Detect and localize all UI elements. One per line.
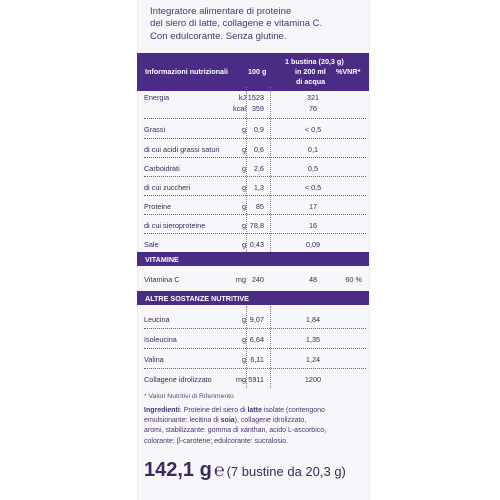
- row-serving: < 0,5: [304, 183, 322, 192]
- ingredients-line: colorante: β-carotene; edulcorante: sucralosio.: [144, 437, 289, 445]
- table-row: [144, 158, 366, 176]
- table-row: [144, 196, 366, 214]
- row-per100: 1523: [247, 93, 264, 102]
- row-per100: 0,9: [253, 125, 264, 134]
- row-unit: g: [241, 315, 246, 324]
- description-line: Integratore alimentare di proteine: [150, 6, 292, 17]
- description-line: del siero di latte, collagene e vitamina C.: [150, 18, 323, 30]
- row-unit: kJ: [238, 93, 246, 102]
- product-description: [150, 6, 365, 43]
- row-label: Isoleucina: [144, 335, 177, 344]
- table-row: [144, 177, 366, 195]
- row-per100: 5911: [248, 375, 264, 384]
- table-row: [144, 369, 366, 387]
- row-vnr: 60 %: [345, 275, 362, 284]
- allergen-soy: soia: [220, 417, 235, 425]
- row-per100: 2,6: [253, 164, 264, 173]
- footnote: * Valori Nutritivi di Riferimento: [144, 393, 234, 400]
- row-serving: 0,1: [307, 145, 319, 154]
- row-unit: kcal: [233, 104, 246, 113]
- row-label: Proteine: [144, 202, 172, 211]
- ingredients-text: : Proteine del siero di: [179, 407, 248, 414]
- table-row: [144, 215, 366, 233]
- row-per100: 0,6: [253, 145, 264, 154]
- ingredients-text: emulsionante: lecitina di: [144, 417, 221, 425]
- row-per100: 78,8: [249, 221, 264, 230]
- table-row: [144, 329, 366, 347]
- row-label: Valina: [144, 355, 164, 364]
- row-serving: 1200: [304, 375, 322, 384]
- row-unit: g: [241, 221, 246, 230]
- row-serving: 1,35: [305, 335, 321, 344]
- row-serving: 321: [306, 93, 320, 102]
- row-unit: g: [241, 202, 246, 211]
- row-serving: 0,09: [305, 240, 321, 249]
- column-divider: [246, 306, 247, 388]
- column-divider: [270, 87, 271, 252]
- row-serving: 16: [308, 221, 318, 230]
- pack-description: (7 bustine da 20,3 g): [226, 464, 346, 479]
- estimate-sign-icon: ℮: [213, 460, 225, 480]
- ingredients-label: Ingredienti: [144, 407, 180, 414]
- row-per100: 6,11: [250, 355, 264, 364]
- column-divider: [270, 306, 271, 388]
- description-line: Con edulcorante. Senza glutine.: [150, 30, 287, 42]
- row-unit: g: [241, 335, 246, 344]
- header-serving-3: di acqua: [296, 77, 326, 86]
- row-label: Grassi: [144, 125, 166, 134]
- table-row: [144, 119, 366, 137]
- row-label: Leucina: [144, 315, 170, 324]
- row-label: Energia: [144, 93, 170, 102]
- row-label: Vitamina C: [144, 275, 180, 284]
- row-serving: 1,24: [305, 355, 321, 364]
- table-row: [144, 269, 366, 287]
- table-row: [144, 139, 366, 157]
- section-title: VITAMINE: [145, 255, 179, 264]
- row-label: di cui acidi grassi saturi: [144, 145, 220, 154]
- row-unit: mg: [235, 275, 246, 284]
- header-serving-2: in 200 ml: [295, 67, 326, 76]
- section-title: ALTRE SOSTANZE NUTRITIVE: [145, 294, 249, 303]
- ingredients-list: [144, 406, 366, 447]
- row-unit: g: [241, 183, 246, 192]
- row-label: Collagene idrolizzato: [144, 375, 212, 384]
- row-serving: < 0,5: [304, 125, 322, 134]
- allergen-milk: latte: [247, 407, 262, 414]
- net-weight: [144, 459, 346, 482]
- row-per100: 0,43: [249, 240, 264, 249]
- table-row: [144, 309, 366, 327]
- row-unit: g: [241, 164, 246, 173]
- row-per100: 1,3: [253, 183, 264, 192]
- header-vnr: %VNR*: [336, 67, 361, 76]
- row-per100: 9,07: [249, 315, 264, 324]
- header-nutrition-label: Informazioni nutrizionali: [145, 67, 229, 76]
- row-per100: 240: [251, 275, 264, 284]
- table-row-energy-kcal: [144, 98, 366, 116]
- row-serving: 0,5: [307, 164, 319, 173]
- row-unit: g: [241, 355, 246, 364]
- net-weight-value: 142,1 g: [144, 459, 212, 481]
- row-unit: g: [241, 145, 246, 154]
- row-unit: mg: [235, 375, 246, 384]
- row-label: di cui zuccheri: [144, 183, 191, 192]
- table-header: [137, 53, 369, 91]
- row-label: Carboidrati: [144, 164, 180, 173]
- ingredients-line: [144, 406, 366, 416]
- header-serving-1: 1 bustina (20,3 g): [285, 57, 344, 66]
- row-per100: 359: [251, 104, 264, 113]
- ingredients-line: [144, 416, 366, 426]
- row-unit: g: [241, 125, 246, 134]
- table-row: [144, 349, 366, 367]
- row-serving: 1,84: [305, 315, 321, 324]
- row-per100: 6,64: [249, 335, 264, 344]
- row-serving: 76: [308, 104, 318, 113]
- row-label: Sale: [144, 240, 159, 249]
- row-serving: 48: [308, 275, 318, 284]
- ingredients-line: aromi, stabilizzante: gomma di xanthan, acido L-ascorbico,: [144, 427, 327, 435]
- ingredients-text: ), collagene idrolizzato,: [234, 417, 307, 425]
- table-row: [144, 234, 366, 252]
- section-header-other: [137, 291, 369, 305]
- row-serving: 17: [308, 202, 318, 211]
- ingredients-text: isolate (contengono: [261, 407, 325, 414]
- row-label: di cui sieroproteine: [144, 221, 206, 230]
- row-per100: 85: [255, 202, 264, 211]
- section-header-vitamins: [137, 252, 369, 266]
- row-unit: g: [241, 240, 246, 249]
- header-per-100: 100 g: [248, 67, 267, 76]
- column-divider: [246, 87, 247, 252]
